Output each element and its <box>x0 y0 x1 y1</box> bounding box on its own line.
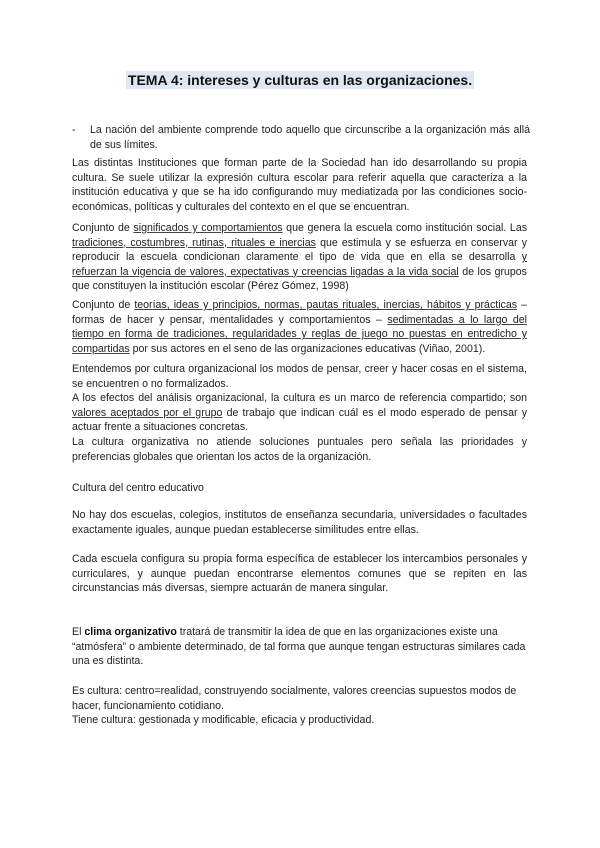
text-run: – formas de hacer y pensar, mentalidades y comportamientos – <box>72 299 527 326</box>
bullet-item <box>72 123 530 153</box>
bullet-text: La nación del ambiente comprende todo aquello que circunscribe a la organización más allá de sus límites. <box>90 124 530 151</box>
section-heading-centro: Cultura del centro educativo <box>72 482 204 494</box>
paragraph-efectos <box>72 391 527 435</box>
paragraph-cultura-organizativa: La cultura organizativa no atiende soluciones puntuales pero señala las prioridades y preferencias globales que orientan los actos de la organización. <box>72 436 527 463</box>
text-run: de trabajo que indican cuál es el modo esperado de pensar y actuar frente a situaciones concretas. <box>72 406 527 434</box>
text-run: Conjunto de <box>72 222 134 234</box>
underlined-text: significados y comportamientos <box>133 222 283 234</box>
page-title <box>0 72 600 88</box>
text-run: El <box>72 626 85 638</box>
text-run: Conjunto de <box>72 299 135 311</box>
paragraph-tiene-cultura: Tiene cultura: gestionada y modificable, eficacia y productividad. <box>72 714 375 726</box>
paragraph-conjunto-significados <box>72 221 527 294</box>
text-run: por sus actores en el seno de las organizaciones educativas (Viñao, 2001). <box>129 342 486 355</box>
underlined-text: tradiciones, costumbres, rutinas, rituales e inercias <box>72 236 316 249</box>
text-run: de los grupos que constituyen la institución escolar (Pérez Gómez, 1998) <box>72 265 527 293</box>
text-run: que genera la escuela como institución social. Las <box>282 222 528 234</box>
underlined-text: sedimentadas a lo largo del tiempo en forma de tradiciones, regularidades y reglas de juego no puestas en entredicho y compartidas <box>72 313 528 355</box>
text-run: A los efectos del análisis organizacional, la cultura es un marco de referencia compartido; son <box>72 392 527 404</box>
paragraph-entendemos: Entendemos por cultura organizacional los modos de pensar, creer y hacer cosas en el sistema, se encuentren o no formalizados. <box>72 363 527 390</box>
underlined-text: teorías, ideas y principios, normas, pautas rituales, inercias, hábitos y prácticas <box>134 299 518 311</box>
paragraph-cada-escuela: Cada escuela configura su propia forma específica de establecer los intercambios personales y curriculares, y aunque puedan encontrarse elementos comunes que se repiten en las circunstancias más diversas, siempre actuarán de manera singular. <box>72 553 527 595</box>
bold-term: clima organizativo <box>84 626 177 638</box>
bullet-dash: - <box>72 124 76 136</box>
title-text: TEMA 4: intereses y culturas en las organizaciones. <box>127 72 473 88</box>
paragraph-es-cultura: Es cultura: centro=realidad, construyendo socialmente, valores creencias supuestos modos de hacer, funcionamiento cotidiano. <box>72 685 517 712</box>
paragraph-instituciones: Las distintas Instituciones que forman parte de la Sociedad han ido desarrollando su propia cultura. Se suele utilizar la expresión cultura escolar para referir aquella que caracteriza a la institución educativa y que se ha ido configurando muy mediatizada por las condiciones socio-económicas, políticas y culturales del contexto en el que se encuentran. <box>72 157 527 213</box>
paragraph-clima <box>72 625 527 669</box>
text-run: tratará de transmitir la idea de que en las organizaciones existe una “atmósfera” o ambiente determinado, de tal forma que aunque tengan estructuras similares cada una es distinta. <box>72 626 526 668</box>
text-run: que estimula y se esfuerza en conservar y reproducir la escuela condicionan claramente el tipo de vida que en ella se desarrolla <box>72 236 527 264</box>
underlined-text: y refuerzan la vigencia de valores, expectativas y creencias ligadas a la vida social <box>72 251 527 278</box>
paragraph-conjunto-teorias <box>72 298 527 356</box>
paragraph-escuelas: No hay dos escuelas, colegios, institutos de enseñanza secundaria, universidades o facultades exactamente iguales, aunque puedan establecerse similitudes entre ellas. <box>72 509 527 536</box>
underlined-text: valores aceptados por el grupo <box>72 406 223 419</box>
